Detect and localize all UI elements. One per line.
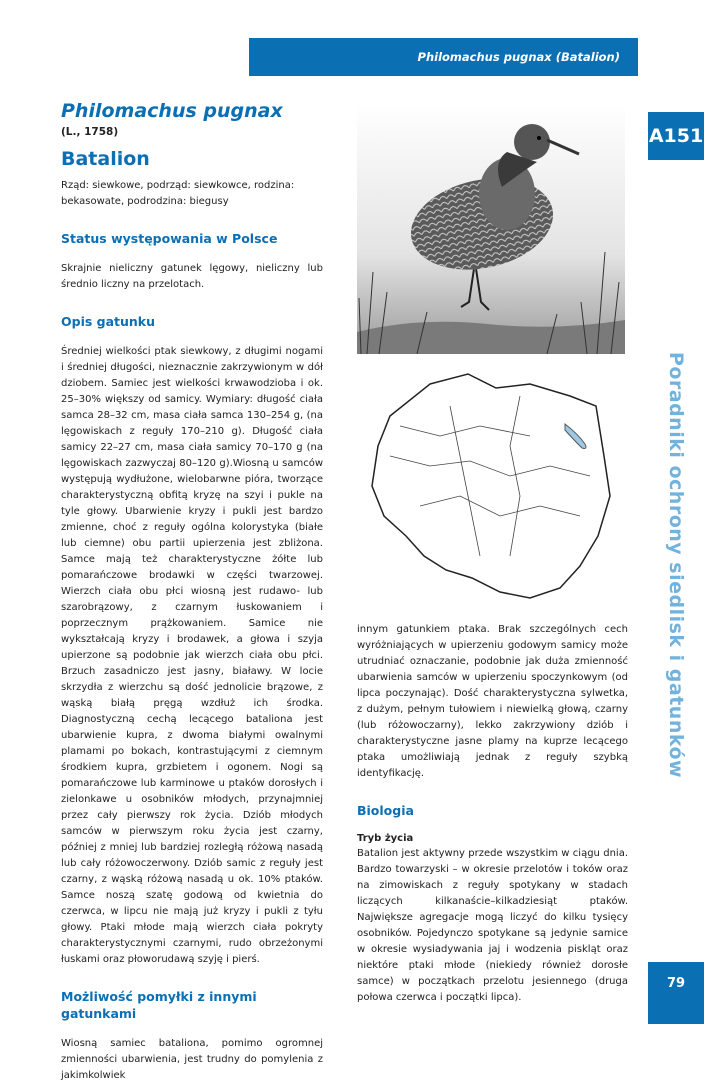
confusion-text-right: innym gatunkiem ptaka. Brak szczególnych cech wyróżniających w upierzeniu godowym samicy może utrudniać oznaczanie, podobnie jak duża zmienność ubarwienia samców w upierzeniu spoczynkowym (od lipca poczynając). Dość charakterystyczna sylwetka, z dużym, pełnym tułowiem i niewielką głową, czarny (lub różowoczarny), lekko zakrzywiony dziób i charakterystyczne jasne plamy na kuprze lecącego ptaka umożliwiają jednak z reguły szybką identyfikację. [357,624,628,779]
species-author: (L., 1758) [61,126,119,138]
biology-heading: Biologia [357,803,414,818]
species-polish-name: Batalion [61,148,150,170]
confusion-text-left: Wiosną samiec bataliona, pomimo ogromnej zmienności ubarwienia, jest trudny do pomylenia z jakimkolwiek [61,1038,323,1081]
poland-distribution-map [360,366,618,606]
taxonomy-text: Rząd: siewkowe, podrząd: siewkowce, rodzina: bekasowate, podrodzina: biegusy [61,180,295,207]
biology-subheading: Tryb życia [357,833,414,844]
description-text: Średniej wielkości ptak siewkowy, z długimi nogami i średniej długości, nieznacznie zakrzywionym w dół dziobem. Samiec jest wielkości krwawodzioba i ok. 25–30% większy od samicy. Wymiary: długość ciała samca 28–32 cm, masa ciała samca 130–254 g, (na lęgowiskach z reguły 170–210 g). Długość ciała samicy 22–27 cm, masa ciała samicy 70–170 g (na lęgowiskach zazwyczaj 80–120 g).Wiosną u samców występują wydłużone, wielobarwne pióra, tworzące charakterystyczną obfitą kryzę na szyi i pukle na tyle głowy. Ubarwienie kryzy i pukli jest bardzo zmienne, choć z reguły ogólna kolorystyka (białe lub ciemne) obu partii upierzenia jest zbliżona. Samce mają też charakterystyczne żółte lub pomarańczowe brodawki w części twarzowej. Wierzch ciała obu płci wiosną jest rudawo- lub szarobrązowy, z czarnym łuskowaniem i poprzecznym prążkowaniem. Samice nie wykształcają kryzy i brodawek, a głowa i szyja upierzone są podobnie jak wierzch ciała obu płci. Brzuch zasadniczo jest jasny, białawy. W locie skrzydła z wierzchu są dość jednolicie brązowe, z wąską białą pręgą wzdłuż ich środka. Diagnostyczną cechą lecącego bataliona jest ubarwienie kupra, z dwoma białymi owalnymi plamami po bokach, kontrastującymi z ciemnym środkiem kupra, grzbietem i ogonem. Nogi są pomarańczowe lub karminowe u ptaków dorosłych i zielonkawe u osobników młodych, przynajmniej przez cały pierwszy rok życia. Dziób młodych samców w pierwszym roku życia jest czarny, później z mniej lub bardziej rozległą różową nasadą lub cały różowoczerwony. Dziób samic z reguły jest czarny, z wąską różową nasadą u ok. 10% ptaków. Samce noszą szatę godową od kwietnia do czerwca, w lipcu nie mają już kryzy i pukli z tyłu głowy. Ptaki młode mają wierzch ciała pokryty charakterystycznymi czarnymi, rudo obrzeżonymi łuskami oraz płoworudawą szyję i pierś. [61,346,323,965]
species-code-tab: A151 [648,112,704,160]
description-heading: Opis gatunku [61,314,156,329]
page-number: 79 [648,962,704,1024]
right-column [357,622,628,1006]
series-title-vertical: Poradniki ochrony siedlisk i gatunków [665,351,687,779]
running-header-title: Philomachus pugnax (Batalion) [417,50,620,64]
confusion-heading: Możliwość pomyłki z innymi gatunkami [61,989,257,1021]
ruff-bird-illustration [357,102,625,354]
running-header [249,38,638,76]
poland-outline [372,374,610,598]
species-latin-name: Philomachus pugnax [61,100,283,122]
status-text: Skrajnie nieliczny gatunek lęgowy, nieliczny lub średnio liczny na przelotach. [61,263,323,290]
status-heading: Status występowania w Polsce [61,231,278,246]
biology-text: Batalion jest aktywny przede wszystkim w ciągu dnia. Bardzo towarzyski – w okresie przelotów i toków oraz na zimowiskach z reguły spotykany w stadach liczących kilkanaście–kilkadziesiąt ptaków. Największe agregacje mogą liczyć do kilku tysięcy osobników. Pojedynczo spotykane są jedynie samice w okresie wysiadywania jaj i wodzenia piskląt oraz niektóre ptaki młode (niekiedy również dorosłe samce) w początkach przelotu jesiennego (druga połowa czerwca i początki lipca). [357,848,628,1003]
left-column [61,100,323,1084]
